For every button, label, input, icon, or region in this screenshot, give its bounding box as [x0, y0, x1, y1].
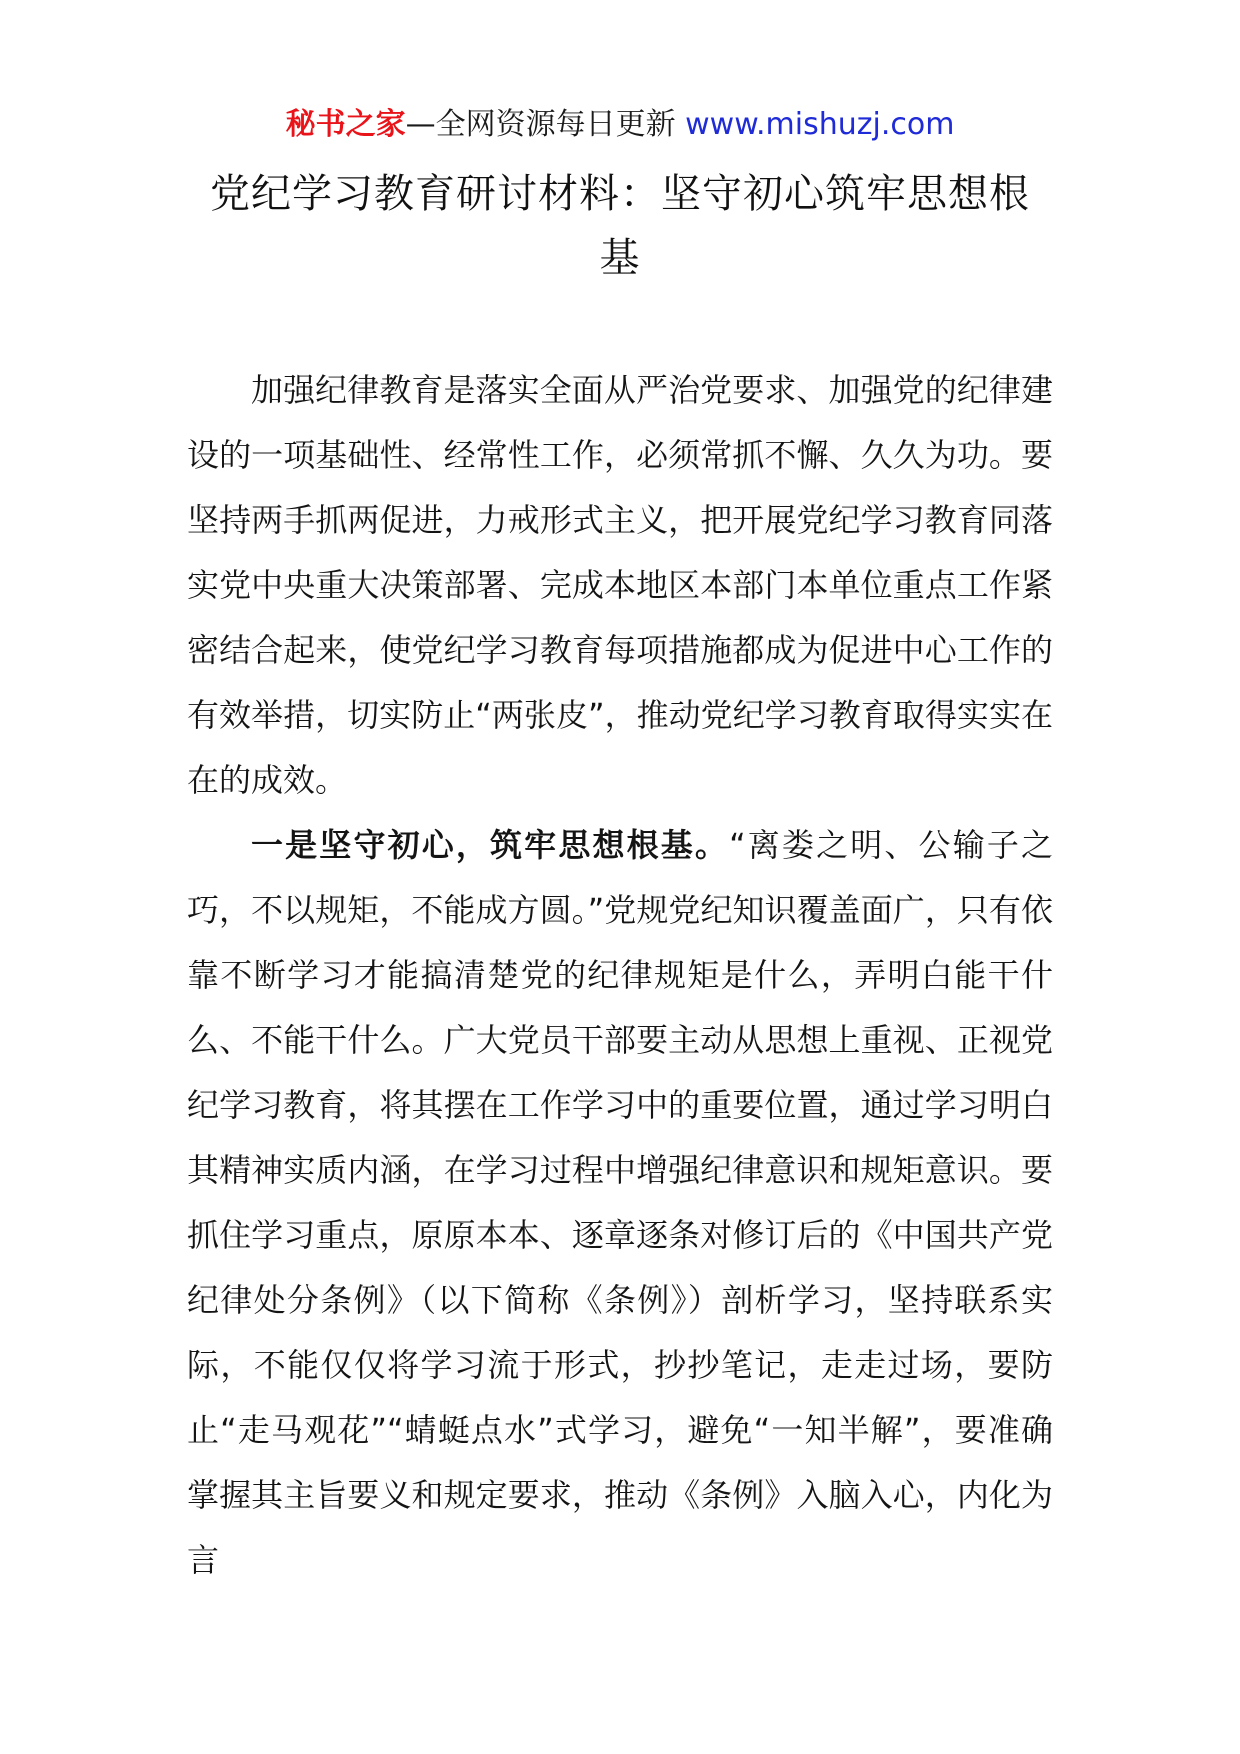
paragraph-point-one	[187, 813, 1053, 1593]
banner-tagline: —全网资源每日更新	[405, 107, 676, 142]
site-banner	[0, 104, 1240, 146]
paragraph-point-one-lead: 一是坚守初心，筑牢思想根基。	[251, 826, 730, 864]
document-body	[187, 358, 1053, 1593]
paragraph-intro-text: 加强纪律教育是落实全面从严治党要求、加强党的纪律建设的一项基础性、经常性工作，必须常抓不懈、久久为功。要坚持两手抓两促进，力戒形式主义，把开展党纪学习教育同落实党中央重大决策部署、完成本地区本部门本单位重点工作紧密结合起来，使党纪学习教育每项措施都成为促进中心工作的有效举措，切实防止“两张皮”，推动党纪学习教育取得实实在在的成效。	[187, 371, 1053, 799]
brand-name: 秘书之家	[285, 107, 406, 142]
document-title: 党纪学习教育研讨材料：坚守初心筑牢思想根基	[210, 171, 1030, 281]
paragraph-intro	[187, 358, 1053, 813]
website-link[interactable]: www.mishuzj.com	[685, 107, 955, 142]
paragraph-point-one-text: “离娄之明、公输子之巧，不以规矩，不能成方圆。”党规党纪知识覆盖面广，只有依靠不断学习才能搞清楚党的纪律规矩是什么，弄明白能干什么、不能干什么。广大党员干部要主动从思想上重视、正视党纪学习教育，将其摆在工作学习中的重要位置，通过学习明白其精神实质内涵，在学习过程中增强纪律意识和规矩意识。要抓住学习重点，原原本本、逐章逐条对修订后的《中国共产党纪律处分条例》（以下简称《条例》）剖析学习，坚持联系实际，不能仅仅将学习流于形式，抄抄笔记，走走过场，要防止“走马观花”“蜻蜓点水”式学习，避免“一知半解”，要准确掌握其主旨要义和规定要求，推动《条例》入脑入心，内化为言	[187, 826, 1053, 1579]
